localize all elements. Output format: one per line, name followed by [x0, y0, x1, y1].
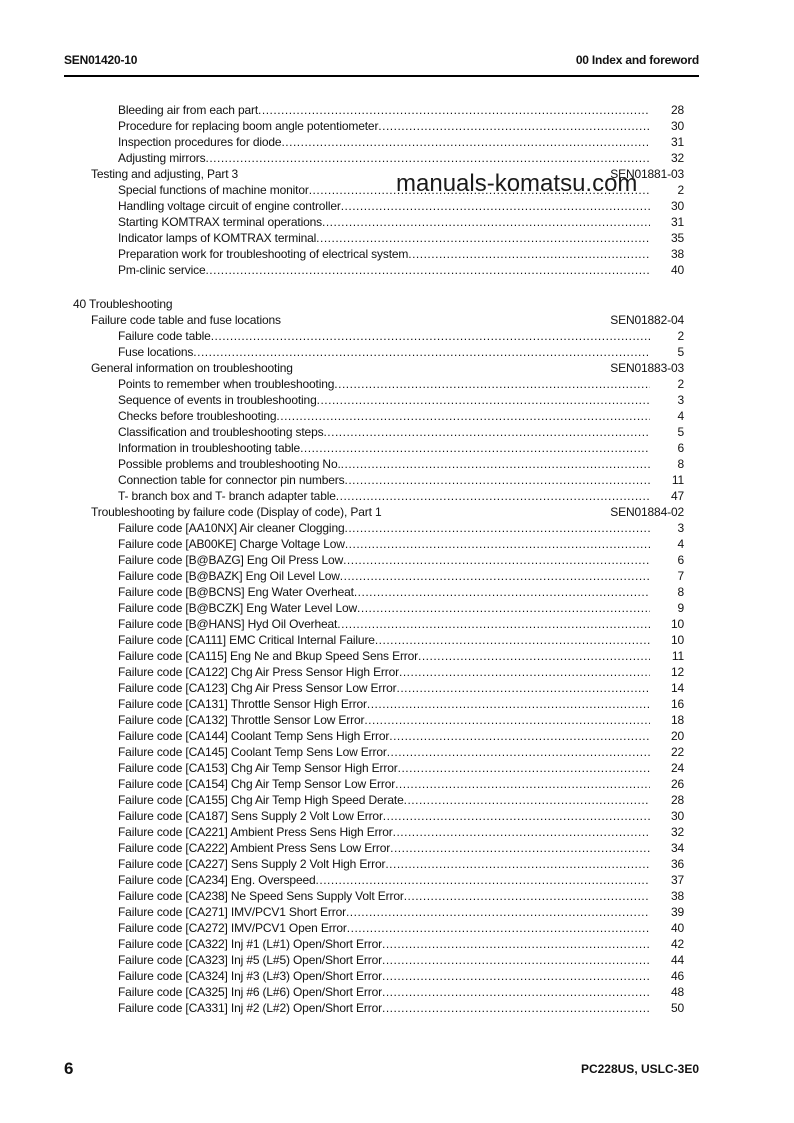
toc-entry-label: Sequence of events in troubleshooting — [118, 393, 317, 407]
toc-entry-page: 9 — [677, 601, 684, 615]
toc-entry-label: Inspection procedures for diode — [118, 135, 282, 149]
dot-leader — [336, 488, 650, 504]
toc-entry[interactable] — [0, 214, 794, 230]
toc-entry[interactable] — [0, 872, 794, 888]
header-rule — [64, 75, 699, 77]
toc-entry-page: 38 — [670, 247, 684, 261]
dot-leader — [317, 392, 650, 408]
dot-leader — [322, 214, 650, 230]
toc-section-heading[interactable] — [0, 312, 794, 328]
toc-entry-page: 46 — [670, 969, 684, 983]
toc-entry-page: 28 — [670, 103, 684, 117]
dot-leader — [334, 376, 650, 392]
toc-entry-label: Failure code [CA132] Throttle Sensor Low Error — [118, 713, 365, 727]
toc-entry-page: 24 — [670, 761, 684, 775]
dot-leader — [367, 696, 650, 712]
section-doc-code: SEN01882-04 — [610, 313, 684, 327]
toc-entry-label: Procedure for replacing boom angle potentiometer — [118, 119, 379, 133]
toc-entry[interactable] — [0, 664, 794, 680]
toc-entry[interactable] — [0, 118, 794, 134]
dot-leader — [211, 328, 650, 344]
toc-entry-label: Failure code [CA323] Inj #5 (L#5) Open/Short Error — [118, 953, 382, 967]
toc-entry-label: Failure code [CA325] Inj #6 (L#6) Open/Short Error — [118, 985, 382, 999]
dot-leader — [205, 262, 650, 278]
doc-code: SEN01420-10 — [64, 53, 138, 67]
toc-entry-label: Starting KOMTRAX terminal operations — [118, 215, 323, 229]
dot-leader — [193, 344, 650, 360]
toc-entry[interactable] — [0, 456, 794, 472]
dot-leader — [418, 648, 650, 664]
toc-entry[interactable] — [0, 744, 794, 760]
toc-entry-label: Failure code table — [118, 329, 211, 343]
toc-entry-label: T- branch box and T- branch adapter table — [118, 489, 336, 503]
toc-entry-page: 40 — [670, 921, 684, 935]
toc-entry-page: 16 — [670, 697, 684, 711]
toc-entry[interactable] — [0, 920, 794, 936]
toc-entry[interactable] — [0, 648, 794, 664]
toc-entry[interactable] — [0, 488, 794, 504]
page-number: 6 — [64, 1059, 74, 1078]
toc-entry[interactable] — [0, 888, 794, 904]
toc-entry-page: 10 — [670, 633, 684, 647]
toc-entry-label: Failure code [CA322] Inj #1 (L#1) Open/Short Error — [118, 937, 382, 951]
dot-leader — [399, 664, 650, 680]
dot-leader — [395, 776, 650, 792]
dot-leader — [316, 230, 650, 246]
toc-entry-label: Fuse locations — [118, 345, 194, 359]
dot-leader — [382, 984, 650, 1000]
toc-entry[interactable] — [0, 680, 794, 696]
toc-entry[interactable] — [0, 262, 794, 278]
toc-entry-page: 18 — [670, 713, 684, 727]
section-title: Failure code table and fuse locations — [91, 313, 281, 327]
toc-entry-label: Handling voltage circuit of engine controller — [118, 199, 341, 213]
dot-leader — [316, 872, 650, 888]
toc-entry-page: 35 — [670, 231, 684, 245]
toc-entry-label: Failure code [B@BAZG] Eng Oil Press Low — [118, 553, 344, 567]
toc-entry-label: Special functions of machine monitor — [118, 183, 309, 197]
toc-entry[interactable] — [0, 344, 794, 360]
toc-entry[interactable] — [0, 616, 794, 632]
toc-entry-page: 36 — [670, 857, 684, 871]
dot-leader — [323, 424, 650, 440]
toc-entry[interactable] — [0, 328, 794, 344]
toc-entry-label: Failure code [AB00KE] Charge Voltage Low — [118, 537, 345, 551]
toc-entry-label: Pm-clinic service — [118, 263, 206, 277]
toc-entry-page: 4 — [677, 409, 684, 423]
toc-entry-label: Failure code [CA272] IMV/PCV1 Open Error — [118, 921, 347, 935]
toc-entry-page: 5 — [677, 425, 684, 439]
toc-entry-page: 30 — [670, 119, 684, 133]
dot-leader — [382, 1000, 650, 1016]
toc-entry-page: 28 — [670, 793, 684, 807]
toc-entry-page: 2 — [677, 329, 684, 343]
toc-entry-label: Failure code [CA324] Inj #3 (L#3) Open/Short Error — [118, 969, 382, 983]
toc-entry[interactable] — [0, 584, 794, 600]
toc-entry[interactable] — [0, 856, 794, 872]
dot-leader — [396, 680, 650, 696]
toc-section-heading[interactable] — [0, 504, 794, 520]
toc-entry[interactable] — [0, 472, 794, 488]
toc-entry[interactable] — [0, 376, 794, 392]
dot-leader — [408, 246, 650, 262]
section-title: General information on troubleshooting — [91, 361, 293, 375]
toc-entry-page: 32 — [670, 825, 684, 839]
toc-entry[interactable] — [0, 536, 794, 552]
toc-entry-page: 31 — [670, 215, 684, 229]
toc-entry-page: 26 — [670, 777, 684, 791]
toc-entry-label: Failure code [CA234] Eng. Overspeed — [118, 873, 316, 887]
dot-leader — [398, 760, 650, 776]
section-doc-code: SEN01884-02 — [610, 505, 684, 519]
toc-entry-label: Checks before troubleshooting — [118, 409, 277, 423]
toc-entry[interactable] — [0, 824, 794, 840]
toc-entry-page: 40 — [670, 263, 684, 277]
toc-entry-label: Preparation work for troubleshooting of electrical system — [118, 247, 409, 261]
toc-entry-page: 37 — [670, 873, 684, 887]
dot-leader — [347, 920, 650, 936]
toc-entry-label: Information in troubleshooting table — [118, 441, 301, 455]
toc-entry[interactable] — [0, 968, 794, 984]
toc-entry-page: 47 — [670, 489, 684, 503]
toc-entry[interactable] — [0, 552, 794, 568]
toc-entry-label: Failure code [CA122] Chg Air Press Sensor High Error — [118, 665, 399, 679]
toc-entry-page: 5 — [677, 345, 684, 359]
toc-entry[interactable] — [0, 424, 794, 440]
dot-leader — [340, 568, 650, 584]
toc-entry-label: Failure code [CA111] EMC Critical Internal Failure — [118, 633, 375, 647]
dot-leader — [389, 728, 650, 744]
dot-leader — [382, 952, 650, 968]
toc-entry-label: Indicator lamps of KOMTRAX terminal — [118, 231, 317, 245]
toc-entry-page: 11 — [671, 649, 684, 663]
toc-entry-label: Failure code [CA154] Chg Air Temp Sensor Low Error — [118, 777, 396, 791]
toc-entry[interactable] — [0, 776, 794, 792]
toc-entry-label: Failure code [CA331] Inj #2 (L#2) Open/Short Error — [118, 1001, 382, 1015]
toc-entry[interactable] — [0, 600, 794, 616]
toc-entry[interactable] — [0, 198, 794, 214]
section-title: Testing and adjusting, Part 3 — [91, 167, 239, 181]
dot-leader — [364, 712, 650, 728]
section-title: Troubleshooting by failure code (Display of code), Part 1 — [91, 505, 382, 519]
dot-leader — [276, 408, 650, 424]
dot-leader — [337, 616, 650, 632]
toc-entry-label: Possible problems and troubleshooting No. — [118, 457, 341, 471]
dot-leader — [378, 118, 650, 134]
dot-leader — [205, 150, 650, 166]
toc-entry-label: Failure code [CA222] Ambient Press Sens Low Error — [118, 841, 391, 855]
dot-leader — [300, 440, 650, 456]
toc-entry-label: Failure code [CA145] Coolant Temp Sens Low Error — [118, 745, 387, 759]
toc-entry-page: 7 — [677, 569, 684, 583]
toc-entry-page: 11 — [671, 473, 684, 487]
toc-entry[interactable] — [0, 440, 794, 456]
toc-chapter-heading[interactable]: 40 Troubleshooting — [73, 297, 173, 311]
toc-entry-label: Failure code [CA123] Chg Air Press Sensor Low Error — [118, 681, 397, 695]
dot-leader — [345, 536, 650, 552]
toc-entry-page: 14 — [670, 681, 684, 695]
toc-entry-page: 6 — [677, 441, 684, 455]
toc-entry-page: 4 — [677, 537, 684, 551]
toc-entry-label: Connection table for connector pin numbers — [118, 473, 345, 487]
toc-entry-label: Failure code [CA115] Eng Ne and Bkup Speed Sens Error — [118, 649, 419, 663]
toc-entry[interactable] — [0, 984, 794, 1000]
section-doc-code: SEN01881-03 — [610, 167, 684, 181]
toc-entry-label: Failure code [B@BAZK] Eng Oil Level Low — [118, 569, 340, 583]
toc-entry-page: 2 — [677, 183, 684, 197]
toc-entry-page: 42 — [670, 937, 684, 951]
toc-entry[interactable] — [0, 632, 794, 648]
dot-leader — [281, 134, 650, 150]
toc-entry[interactable] — [0, 840, 794, 856]
dot-leader — [404, 792, 650, 808]
dot-leader — [341, 456, 650, 472]
toc-section-heading[interactable] — [0, 360, 794, 376]
toc-entry[interactable] — [0, 728, 794, 744]
toc-entry-label: Failure code [CA221] Ambient Press Sens High Error — [118, 825, 393, 839]
dot-leader — [393, 824, 650, 840]
toc-entry[interactable] — [0, 392, 794, 408]
dot-leader — [404, 888, 650, 904]
toc-entry[interactable] — [0, 134, 794, 150]
toc-entry[interactable] — [0, 102, 794, 118]
watermark: manuals-komatsu.com — [396, 170, 638, 197]
toc-entry-page: 8 — [677, 585, 684, 599]
toc-entry-page: 44 — [670, 953, 684, 967]
section-title: 00 Index and foreword — [575, 53, 699, 67]
toc-entry[interactable] — [0, 408, 794, 424]
page-header — [64, 53, 699, 67]
dot-leader — [345, 472, 650, 488]
model-name: PC228US, USLC-3E0 — [580, 1062, 699, 1076]
dot-leader — [357, 600, 650, 616]
toc-entry[interactable] — [0, 520, 794, 536]
toc-entry-label: Classification and troubleshooting steps — [118, 425, 324, 439]
toc-entry-label: Failure code [AA10NX] Air cleaner Clogging — [118, 521, 345, 535]
toc-entry-label: Failure code [CA227] Sens Supply 2 Volt High Error — [118, 857, 386, 871]
toc-entry-page: 38 — [670, 889, 684, 903]
toc-entry-page: 3 — [677, 393, 684, 407]
table-of-contents — [0, 102, 794, 1016]
toc-entry-page: 34 — [670, 841, 684, 855]
dot-leader — [383, 808, 650, 824]
toc-entry[interactable] — [0, 230, 794, 246]
toc-entry[interactable] — [0, 760, 794, 776]
dot-leader — [345, 520, 651, 536]
dot-leader — [390, 840, 650, 856]
toc-entry-page: 3 — [677, 521, 684, 535]
toc-entry-page: 6 — [677, 553, 684, 567]
toc-entry-label: Failure code [CA131] Throttle Sensor High Error — [118, 697, 367, 711]
toc-entry-page: 48 — [670, 985, 684, 999]
toc-entry-label: Failure code [CA271] IMV/PCV1 Short Error — [118, 905, 346, 919]
toc-entry[interactable] — [0, 952, 794, 968]
toc-entry-label: Failure code [CA153] Chg Air Temp Sensor High Error — [118, 761, 398, 775]
toc-entry-page: 8 — [677, 457, 684, 471]
toc-entry[interactable] — [0, 246, 794, 262]
toc-entry-page: 30 — [670, 199, 684, 213]
toc-entry-page: 39 — [670, 905, 684, 919]
toc-entry-page: 32 — [670, 151, 684, 165]
toc-entry-page: 22 — [670, 745, 684, 759]
toc-entry[interactable] — [0, 936, 794, 952]
section-doc-code: SEN01883-03 — [610, 361, 684, 375]
toc-entry-page: 20 — [670, 729, 684, 743]
toc-entry-label: Adjusting mirrors — [118, 151, 206, 165]
toc-entry[interactable] — [0, 568, 794, 584]
toc-entry[interactable] — [0, 808, 794, 824]
toc-entry-label: Points to remember when troubleshooting — [118, 377, 335, 391]
toc-entry[interactable] — [0, 904, 794, 920]
dot-leader — [354, 584, 650, 600]
toc-entry-page: 12 — [670, 665, 684, 679]
dot-leader — [341, 198, 650, 214]
dot-leader — [387, 744, 650, 760]
dot-leader — [382, 968, 650, 984]
toc-entry-page: 50 — [670, 1001, 684, 1015]
toc-entry-label: Failure code [B@BCNS] Eng Water Overheat — [118, 585, 354, 599]
toc-entry-label: Failure code [B@BCZK] Eng Water Level Low — [118, 601, 358, 615]
toc-entry[interactable] — [0, 792, 794, 808]
toc-entry-label: Failure code [CA238] Ne Speed Sens Supply Volt Error — [118, 889, 404, 903]
toc-entry-page: 10 — [670, 617, 684, 631]
toc-entry[interactable] — [0, 696, 794, 712]
toc-entry-label: Failure code [CA187] Sens Supply 2 Volt Low Error — [118, 809, 383, 823]
toc-entry-label: Failure code [B@HANS] Hyd Oil Overheat — [118, 617, 338, 631]
dot-leader — [385, 856, 650, 872]
toc-entry-label: Bleeding air from each part — [118, 103, 259, 117]
toc-entry-page: 30 — [670, 809, 684, 823]
toc-entry[interactable] — [0, 150, 794, 166]
toc-entry[interactable] — [0, 1000, 794, 1016]
dot-leader — [343, 552, 650, 568]
toc-entry-label: Failure code [CA155] Chg Air Temp High Speed Derate — [118, 793, 404, 807]
toc-entry-page: 2 — [677, 377, 684, 391]
dot-leader — [258, 102, 650, 118]
dot-leader — [382, 936, 650, 952]
toc-entry[interactable] — [0, 712, 794, 728]
toc-entry-page: 31 — [670, 135, 684, 149]
toc-entry-label: Failure code [CA144] Coolant Temp Sens High Error — [118, 729, 390, 743]
dot-leader — [346, 904, 650, 920]
dot-leader — [375, 632, 650, 648]
